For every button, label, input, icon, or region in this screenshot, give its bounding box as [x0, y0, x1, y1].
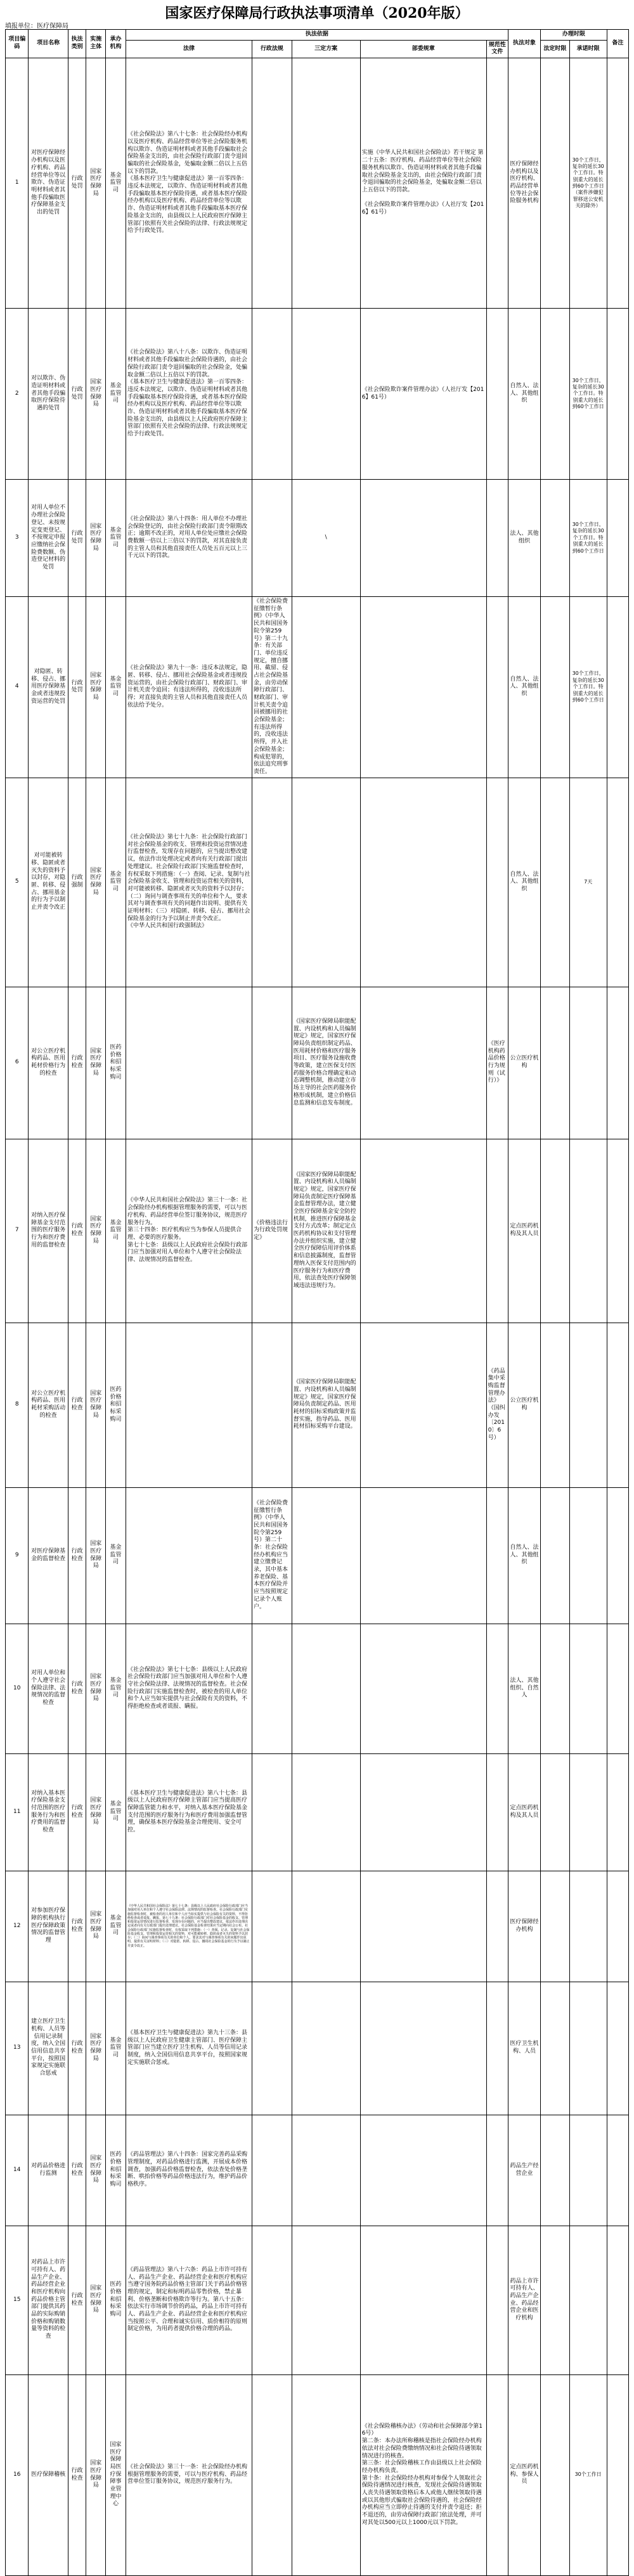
- cell-promise-limit: 30个工作日: [569, 2374, 607, 2575]
- cell-target: 自然人、法人、其他组织: [508, 309, 540, 480]
- cell-admin-reg: [252, 1871, 292, 1982]
- cell-name: 对药品上市许可持有人、药品生产企业、药品经营企业和医疗机构向药品价格主管部门提供其药品的实际购销价格和购销数量等资料的检查: [29, 2226, 68, 2374]
- cell-dept-rule: [360, 2115, 486, 2226]
- cell-norm-doc: [486, 2226, 508, 2374]
- header-norm-doc: 规范性文件: [486, 40, 508, 58]
- cell-no: 12: [6, 1871, 29, 1982]
- cell-name: 对公立医疗机构药品、医用耗材价格行为的检查: [29, 987, 68, 1139]
- cell-org: 国家医疗保障局医疗保障事业管理中心: [106, 2374, 126, 2575]
- cell-remark: [607, 2226, 628, 2374]
- cell-promise-limit: 30个工作日，复杂的延长30个工作日。特别重大的延长到60个工作日: [569, 309, 607, 480]
- cell-sanding: [292, 2374, 360, 2575]
- cell-sanding: [292, 2226, 360, 2374]
- cell-no: 2: [6, 309, 29, 480]
- cell-name: 对参加医疗保障的机构执行医疗保障政策情况的监督管理: [29, 1871, 68, 1982]
- cell-legal-limit: [541, 480, 570, 597]
- cell-promise-limit: 30个工作日，复杂的延长30个工作日。特别重大的延长到60个工作日: [569, 597, 607, 778]
- cell-no: 14: [6, 2115, 29, 2226]
- cell-admin-reg: [252, 309, 292, 480]
- cell-sanding: [292, 1871, 360, 1982]
- cell-law: [126, 1487, 252, 1624]
- cell-legal-limit: [541, 987, 570, 1139]
- cell-promise-limit: [569, 1139, 607, 1323]
- cell-sanding: [292, 1753, 360, 1871]
- cell-org: 基金监管司: [106, 480, 126, 597]
- cell-subject: 国家医疗保障局: [86, 1139, 106, 1323]
- cell-remark: [607, 1139, 628, 1323]
- cell-target: 自然人、法人、其他组织: [508, 597, 540, 778]
- cell-org: 基金监管司: [106, 1871, 126, 1982]
- cell-sanding: [292, 2115, 360, 2226]
- document-title: 国家医疗保障局行政执法事项清单（2020年版）: [165, 5, 469, 22]
- cell-norm-doc: [486, 480, 508, 597]
- cell-target: 自然人、法人、其他组织: [508, 778, 540, 987]
- cell-org: 医药价格和招标采购司: [106, 2226, 126, 2374]
- table-row: [6, 597, 629, 778]
- cell-dept-rule: [360, 480, 486, 597]
- cell-law: [126, 1323, 252, 1487]
- table-row: [6, 480, 629, 597]
- cell-subject: 国家医疗保障局: [86, 597, 106, 778]
- cell-no: 1: [6, 58, 29, 309]
- cell-admin-reg: [252, 1323, 292, 1487]
- table-row: [6, 1982, 629, 2115]
- cell-target: 法人、其他组织: [508, 480, 540, 597]
- table-row: [6, 1753, 629, 1871]
- cell-promise-limit: [569, 2226, 607, 2374]
- cell-sanding: [292, 1487, 360, 1624]
- cell-target: 药品上市许可持有人、药品生产企业、药品经营企业和医疗机构: [508, 2226, 540, 2374]
- cell-admin-reg: 《社会保险费征缴暂行条例》《中华人民共和国国务院令第259号》第二十九条：有关部门、单位违反规定，擅自挪用、截留、侵占社会保险基金，由劳动保障行政部门、财政部门、审计机关责令追回被挪用的社会保险基金；有违法所得的，没收违法所得，并入社会保险基金；构成犯罪的，依法追究刑事责任。: [252, 597, 292, 778]
- header-law: 法律: [126, 40, 252, 58]
- cell-name: 对可能被转移、隐匿或者灭失的资料予以封存，对隐匿、转移、侵占、挪用基金的行为予以制止并责令改正: [29, 778, 68, 987]
- cell-dept-rule: [360, 1139, 486, 1323]
- cell-target: 公立医疗机构: [508, 987, 540, 1139]
- header-dept-rule: 部委规章: [360, 40, 486, 58]
- cell-norm-doc: [486, 597, 508, 778]
- header-time-group: 办理时限: [541, 30, 607, 41]
- table-row: [6, 987, 629, 1139]
- cell-remark: [607, 1753, 628, 1871]
- header-no: 项目编码: [6, 30, 29, 58]
- cell-category: 行政强制: [68, 778, 86, 987]
- cell-target: 药品生产经营企业: [508, 2115, 540, 2226]
- cell-admin-reg: 《价格违法行为行政处罚规定》: [252, 1139, 292, 1323]
- cell-target: 医疗卫生机构、人员: [508, 1982, 540, 2115]
- cell-category: 行政检查: [68, 1982, 86, 2115]
- cell-law: 《社会保险法》第八十四条：用人单位不办理社会保险登记的，由社会保险行政部门责令限期改正；逾期不改正的，对用人单位处应缴社会保险费数额一倍以上三倍以下的罚款，对其直接负责的主管人员和其他直接责任人员处五百元以上三千元以下的罚款。: [126, 480, 252, 597]
- cell-org: 基金监管司: [106, 597, 126, 778]
- cell-org: 基金监管司: [106, 1982, 126, 2115]
- enforcement-table: [5, 29, 629, 2576]
- cell-legal-limit: [541, 2226, 570, 2374]
- cell-norm-doc: [486, 309, 508, 480]
- cell-admin-reg: [252, 1982, 292, 2115]
- cell-name: 医疗保障稽核: [29, 2374, 68, 2575]
- cell-no: 5: [6, 778, 29, 987]
- cell-promise-limit: [569, 1982, 607, 2115]
- cell-category: 行政检查: [68, 2226, 86, 2374]
- cell-org: 基金监管司: [106, 778, 126, 987]
- cell-legal-limit: [541, 1624, 570, 1753]
- cell-remark: [607, 597, 628, 778]
- cell-remark: [607, 987, 628, 1139]
- cell-norm-doc: [486, 1487, 508, 1624]
- cell-remark: [607, 1982, 628, 2115]
- cell-name: 对药品价格进行监测: [29, 2115, 68, 2226]
- cell-subject: 国家医疗保障局: [86, 2115, 106, 2226]
- cell-legal-limit: [541, 1323, 570, 1487]
- cell-subject: 国家医疗保障局: [86, 480, 106, 597]
- cell-no: 8: [6, 1323, 29, 1487]
- cell-sanding: [292, 1982, 360, 2115]
- cell-category: 行政检查: [68, 2115, 86, 2226]
- cell-no: 11: [6, 1753, 29, 1871]
- cell-law: 《药品管理法》第八十六条：药品上市许可持有人、药品生产企业、药品经营企业和医疗机构应当遵守国务院药品价格主管部门关于药品价格管理的规定，制定和标明药品零售价格，禁止暴利、价格垄断和价格欺诈等行为。第八十五条：依法实行市场调节价的药品，药品上市许可持有人、药品生产企业、药品经营企业和医疗机构应当按照公平、合理和诚实信用、质价相符的原则制定价格，为用药者提供价格合理的药品。: [126, 2226, 252, 2374]
- cell-category: 行政检查: [68, 1871, 86, 1982]
- cell-norm-doc: 《医疗机构药品价格行为规则（试行）》: [486, 987, 508, 1139]
- cell-law: 《药品管理法》第八十四条：国家完善药品采购管理制度，对药品价格进行监测，开展成本价格调查，加强药品价格监督检查，依法查处价格垄断、哄抬价格等药品价格违法行为，维护药品价格秩序。: [126, 2115, 252, 2226]
- cell-norm-doc: 《药品集中采购监督管理办法》（国纠办发〔2010〕6号）: [486, 1323, 508, 1487]
- cell-dept-rule: 《社会保险稽核办法》（劳动和社会保障部令第16号） 第二条：本办法所称稽核是指社会保险经办机构依法对社会保险费缴纳情况和社会保险待遇领取情况进行的核查。 第三条：社会保险稽核工作由县级以上社会保险经办机构负责。 第十条：社会保险经办机构对参保个人领取社会保险待遇情况进行核查，发现社会保险待遇领取人丧失待遇领取资格后本人或他人继续领取待遇或以其他形式骗取社会保险待遇的，社会保险经办机构应当立即停止待遇的支付并责令退还；拒不退还的，由劳动保障行政部门依法处理，并可对其处以500元以上1000元以下罚款。: [360, 2374, 486, 2575]
- cell-no: 3: [6, 480, 29, 597]
- cell-subject: 国家医疗保障局: [86, 1871, 106, 1982]
- cell-sanding: 《国家医疗保障局职能配置、内设机构和人员编制规定》规定，国家医疗保障局负责制定药品、医用耗材的招标采购政策并监督实施，指导药品、医用耗材招标采购平台建设。: [292, 1323, 360, 1487]
- cell-dept-rule: [360, 1871, 486, 1982]
- cell-legal-limit: [541, 1487, 570, 1624]
- cell-remark: [607, 58, 628, 309]
- cell-dept-rule: [360, 2226, 486, 2374]
- cell-promise-limit: 30个工作日，复杂的延长30个工作日。特别重大的延长到60个工作日（案件涉嫌犯罪移送公安机关的除外）: [569, 58, 607, 309]
- table-row: [6, 1487, 629, 1624]
- cell-name: 对隐匿、转移、侵占、挪用医疗保障基金或者违规投资运营的处罚: [29, 597, 68, 778]
- cell-admin-reg: [252, 2115, 292, 2226]
- cell-promise-limit: [569, 1624, 607, 1753]
- cell-subject: 国家医疗保障局: [86, 1487, 106, 1624]
- cell-admin-reg: [252, 1624, 292, 1753]
- cell-org: 医药价格和招标采购司: [106, 2115, 126, 2226]
- table-row: [6, 1871, 629, 1982]
- cell-sanding: 《国家医疗保障局职能配置、内设机构和人员编制规定》规定，国家医疗保障局负责制定医疗保障基金监督管理办法，建立健全医疗保障基金安全防控机制，推进医疗保障基金支付方式改革；制定定点医药机构协议和支付管理办法并组织实施，建立健全医疗保障信用评价体系和信息披露制度，监督管理纳入医保支付范围内的医疗服务行为和医疗费用，依法查处医疗保障领域违法违规行为。: [292, 1139, 360, 1323]
- cell-subject: 国家医疗保障局: [86, 2226, 106, 2374]
- cell-dept-rule: 《社会保险欺诈案件管理办法》（人社厅发【2016】61号）: [360, 309, 486, 480]
- cell-target: 自然人、法人、其他组织: [508, 1487, 540, 1624]
- cell-subject: 国家医疗保障局: [86, 1624, 106, 1753]
- cell-target: 公立医疗机构: [508, 1323, 540, 1487]
- cell-target: 定点医药机构及其人员: [508, 1139, 540, 1323]
- cell-sanding: [292, 1624, 360, 1753]
- cell-remark: [607, 480, 628, 597]
- cell-org: 基金监管司: [106, 1753, 126, 1871]
- cell-target: 医疗保障经办机构以及医疗机构、药品经营单位等社会保险服务机构: [508, 58, 540, 309]
- cell-category: 行政检查: [68, 1139, 86, 1323]
- cell-name: 对用人单位不办理社会保险登记、未按规定变更登记、不按规定申报应缴纳社会保险费数额、伪造登记材料的处罚: [29, 480, 68, 597]
- cell-target: 法人、其他组织、自然人: [508, 1624, 540, 1753]
- cell-norm-doc: [486, 58, 508, 309]
- cell-subject: 国家医疗保障局: [86, 1753, 106, 1871]
- cell-no: 16: [6, 2374, 29, 2575]
- cell-legal-limit: [541, 1982, 570, 2115]
- cell-admin-reg: [252, 2374, 292, 2575]
- cell-subject: 国家医疗保障局: [86, 1982, 106, 2115]
- cell-category: 行政检查: [68, 1753, 86, 1871]
- cell-remark: [607, 2374, 628, 2575]
- cell-category: 行政检查: [68, 1624, 86, 1753]
- cell-legal-limit: [541, 1139, 570, 1323]
- table-row: [6, 1139, 629, 1323]
- cell-law: 《社会保险法》第八十七条：社会保险经办机构以及医疗机构、药品经营单位等社会保险服务机构以欺诈、伪造证明材料或者其他手段骗取社会保险基金支出的，由社会保险行政部门责令退回骗取的社会保险基金，处骗取金额二倍以上五倍以下的罚款。 《基本医疗卫生与健康促进法》第一百零四条：违反本法规定，以欺诈、伪造证明材料或者其他手段骗取基本医疗保险待遇，或者基本医疗保险经办机构以及医疗机构、药品经营单位等以欺诈、伪造证明材料或者其他手段骗取基本医疗保险基金支出的，由县级以上人民政府医疗保障主管部门依照有关社会保险的法律、行政法规规定给予行政处罚。: [126, 58, 252, 309]
- table-row: [6, 309, 629, 480]
- cell-name: 对纳入医疗保障基金支付范围的医疗服务行为和医疗费用的监督检查: [29, 1139, 68, 1323]
- cell-norm-doc: [486, 1139, 508, 1323]
- cell-name: 对医疗保障经办机构以及医疗机构、药品经营单位等以欺诈、伪造证明材料或者其他手段骗取医疗保障基金支出的处罚: [29, 58, 68, 309]
- cell-norm-doc: [486, 2374, 508, 2575]
- cell-org: 基金监管司: [106, 309, 126, 480]
- cell-category: 行政处罚: [68, 58, 86, 309]
- cell-dept-rule: [360, 778, 486, 987]
- header-basis-group: 执法依据: [126, 30, 508, 41]
- cell-legal-limit: [541, 597, 570, 778]
- cell-target: 定点医药机构及其人员: [508, 1753, 540, 1871]
- cell-law: 《中华人民共和国社会保险法》第七十七条：县级以上人民政府社会保险行政部门应当加强对用人单位和个人遵守社会保险法律、法规情况的监督检查。社会保险行政部门实施监督检查时，被检查的用人单位和个人应当如实提供与社会保险有关的资料，不得拒绝检查或者谎报、瞒报。第七十九条：社会保险行政部门对社会保险基金的收支、管理和投资运营情况进行监督检查，发现存在问题的，应当提出整改建议，依法作出处理决定或者向有关行政部门提出处理建议。社会保险基金检查结果应当定期向社会公布。社会保险行政部门实施监督检查时，有权采取下列措施：（一）查阅、记录、复制与社会保险基金收支、管理和投资运营相关的资料，对可能被转移、隐匿或者灭失的资料予以封存；（二）询问与调查事项有关的单位和个人，要求其对与调查事项有关的问题作出说明、提供有关证明材料；（三）对隐匿、转移、侵占、挪用社会保险基金的行为予以制止并责令改正。: [126, 1871, 252, 1982]
- cell-dept-rule: [360, 1323, 486, 1487]
- cell-target: 定点医药机构、参保人员: [508, 2374, 540, 2575]
- cell-legal-limit: [541, 58, 570, 309]
- cell-remark: [607, 1624, 628, 1753]
- header-legal-limit: 法定时限: [541, 40, 570, 58]
- table-row: [6, 1624, 629, 1753]
- cell-legal-limit: [541, 778, 570, 987]
- cell-admin-reg: [252, 778, 292, 987]
- cell-subject: 国家医疗保障局: [86, 2374, 106, 2575]
- cell-law: 《中华人民共和国社会保险法》第三十一条：社会保险经办机构根据管理服务的需要，可以与医疗机构、药品经营单位签订服务协议，规范医疗服务行为。 第三十四条：医疗机构应当为参保人员提供合理、必要的医疗服务。 第七十七条：县级以上人民政府社会保险行政部门应当加强对用人单位和个人遵守社会保险法律、法规情况的监督检查。: [126, 1139, 252, 1323]
- header-subject: 实施主体: [86, 30, 106, 58]
- cell-name: 建立医疗卫生机构、人员等信用记录制度，纳入全国信用信息共享平台，按照国家规定实施联合惩戒: [29, 1982, 68, 2115]
- cell-legal-limit: [541, 309, 570, 480]
- cell-sanding: [292, 58, 360, 309]
- cell-name: 对以欺诈、伪造证明材料或者其他手段骗取医疗保险待遇的处罚: [29, 309, 68, 480]
- cell-no: 15: [6, 2226, 29, 2374]
- cell-norm-doc: [486, 1871, 508, 1982]
- cell-admin-reg: 《社会保险费征缴暂行条例》（中华人民共和国国务院令第259号）第二十条：社会保险经办机构应当建立缴费记录，其中基本养老保险、基本医疗保险并应当按照规定记录个人账户。: [252, 1487, 292, 1624]
- cell-no: 7: [6, 1139, 29, 1323]
- header-remark: 备注: [607, 30, 628, 58]
- cell-admin-reg: [252, 2226, 292, 2374]
- header-target: 执法对象: [508, 30, 540, 58]
- cell-promise-limit: [569, 1323, 607, 1487]
- cell-category: 行政检查: [68, 1323, 86, 1487]
- cell-dept-rule: [360, 1982, 486, 2115]
- cell-no: 10: [6, 1624, 29, 1753]
- cell-norm-doc: [486, 2115, 508, 2226]
- cell-sanding: [292, 778, 360, 987]
- cell-legal-limit: [541, 2115, 570, 2226]
- cell-norm-doc: [486, 1624, 508, 1753]
- cell-name: 对公立医疗机构药品、医用耗材采购活动的检查: [29, 1323, 68, 1487]
- cell-promise-limit: [569, 1487, 607, 1624]
- cell-norm-doc: [486, 1982, 508, 2115]
- cell-remark: [607, 1323, 628, 1487]
- cell-target: 医疗保障经办机构: [508, 1871, 540, 1982]
- cell-subject: 国家医疗保障局: [86, 778, 106, 987]
- cell-legal-limit: [541, 2374, 570, 2575]
- header-category: 执法类别: [68, 30, 86, 58]
- cell-category: 行政检查: [68, 987, 86, 1139]
- cell-norm-doc: [486, 778, 508, 987]
- cell-law: 《基本医疗卫生与健康促进法》第九十三条：县级以上人民政府卫生健康主管部门、医疗保障主管部门应当建立医疗卫生机构、人员等信用记录制度，纳入全国信用信息共享平台，按照国家规定实施联合惩戒。: [126, 1982, 252, 2115]
- cell-category: 行政处罚: [68, 309, 86, 480]
- cell-org: 基金监管司: [106, 58, 126, 309]
- cell-org: 基金监管司: [106, 1624, 126, 1753]
- cell-name: 对医疗保障基金的监督检查: [29, 1487, 68, 1624]
- cell-admin-reg: [252, 480, 292, 597]
- cell-category: 行政检查: [68, 2374, 86, 2575]
- table-row: [6, 778, 629, 987]
- table-row: [6, 2115, 629, 2226]
- cell-category: 行政检查: [68, 1487, 86, 1624]
- cell-dept-rule: [360, 1753, 486, 1871]
- cell-remark: [607, 778, 628, 987]
- cell-legal-limit: [541, 1871, 570, 1982]
- cell-law: 《基本医疗卫生与健康促进法》第八十七条：县级以上人民政府医疗保障主管部门应当提高医疗保障监管能力和水平，对纳入基本医疗保险基金支付范围的医疗服务行为和医疗费用加强监督管理，确保基本医疗保险基金合理使用、安全可控。: [126, 1753, 252, 1871]
- cell-remark: [607, 2115, 628, 2226]
- header-org: 承办机构: [106, 30, 126, 58]
- cell-law: 《社会保险法》第三十一条：社会保险经办机构根据管理服务的需要，可以与医疗机构、药品经营单位签订服务协议，规范医疗服务行为。: [126, 2374, 252, 2575]
- cell-sanding: [292, 597, 360, 778]
- table-row: [6, 58, 629, 309]
- cell-admin-reg: [252, 1753, 292, 1871]
- cell-dept-rule: [360, 597, 486, 778]
- cell-law: [126, 987, 252, 1139]
- cell-sanding: [292, 309, 360, 480]
- cell-sanding: \: [292, 480, 360, 597]
- cell-promise-limit: [569, 1753, 607, 1871]
- cell-org: 医药价格和招标采购司: [106, 987, 126, 1139]
- cell-subject: 国家医疗保障局: [86, 1323, 106, 1487]
- cell-org: 基金监管司: [106, 1139, 126, 1323]
- cell-name: 对用人单位和个人遵守社会保险法律、法规情况的监督检查: [29, 1624, 68, 1753]
- cell-promise-limit: 30个工作日，复杂的延长30个工作日。特别重大的延长到60个工作日: [569, 480, 607, 597]
- cell-no: 6: [6, 987, 29, 1139]
- cell-admin-reg: [252, 987, 292, 1139]
- header-promise-limit: 承诺时限: [569, 40, 607, 58]
- cell-subject: 国家医疗保障局: [86, 987, 106, 1139]
- cell-law: 《社会保险法》第七十七条：县级以上人民政府社会保险行政部门应当加强对用人单位和个人遵守社会保险法律、法规情况的监督检查。社会保险行政部门实施监督检查时，被检查的用人单位和个人应当如实提供与社会保险有关的资料，不得拒绝检查或者谎报、瞒报。: [126, 1624, 252, 1753]
- cell-subject: 国家医疗保障局: [86, 309, 106, 480]
- cell-law: 《社会保险法》第七十九条：社会保险行政部门对社会保险基金的收支、管理和投资运营情况进行监督检查，发现存在问题的，应当提出整改建议，依法作出处理决定或者向有关行政部门提出处理建议。社会保险行政部门实施监督检查时，有权采取下列措施：（一）查阅、记录、复制与社会保险基金收支、管理和投资运营相关的资料，对可能被转移、隐匿或者灭失的资料予以封存；（二）询问与调查事项有关的单位和个人，要求其对与调查事项有关的问题作出说明、提供有关证明材料；（三）对隐匿、转移、侵占、挪用社会保险基金的行为予以制止并责令改正。 《中华人民共和国行政强制法》: [126, 778, 252, 987]
- filler-unit: 填报单位：医疗保障局: [5, 23, 68, 30]
- cell-norm-doc: [486, 1753, 508, 1871]
- cell-dept-rule: [360, 1624, 486, 1753]
- cell-no: 13: [6, 1982, 29, 2115]
- cell-promise-limit: [569, 2115, 607, 2226]
- cell-category: 行政处罚: [68, 480, 86, 597]
- cell-no: 4: [6, 597, 29, 778]
- header-name: 项目名称: [29, 30, 68, 58]
- table-row: [6, 2226, 629, 2374]
- cell-dept-rule: [360, 987, 486, 1139]
- cell-sanding: 《国家医疗保障局职能配置、内设机构和人员编制规定》规定，国家医疗保障局负责组织制定药品、医用耗材价格和医疗服务项目、医疗服务设施收费等政策，建立医保支付医药服务价格合理确定和动态调整机制，推动建立市场主导的社会医药服务价格形成机制，建立价格信息监测和信息发布制度。: [292, 987, 360, 1139]
- header-admin-reg: 行政法规: [252, 40, 292, 58]
- cell-promise-limit: 7天: [569, 778, 607, 987]
- cell-promise-limit: [569, 1871, 607, 1982]
- cell-category: 行政处罚: [68, 597, 86, 778]
- table-row: [6, 2374, 629, 2575]
- cell-legal-limit: [541, 1753, 570, 1871]
- cell-remark: [607, 1871, 628, 1982]
- cell-org: 基金监管司: [106, 1487, 126, 1624]
- cell-promise-limit: [569, 987, 607, 1139]
- cell-dept-rule: [360, 1487, 486, 1624]
- cell-org: 医药价格和招标采购司: [106, 1323, 126, 1487]
- cell-remark: [607, 309, 628, 480]
- cell-dept-rule: 实施《中华人民共和国社会保险法》若干规定 第二十五条：医疗机构、药品经营单位等社会保险服务机构以欺诈、伪造证明材料或者其他手段骗取社会保险基金支出的，由社会保险行政部门责令退回骗取的社会保险基金，处骗取金额二倍以上五倍以下的罚款。 《社会保险欺诈案件管理办法》（人社厅发【2016】61号）: [360, 58, 486, 309]
- table-row: [6, 1323, 629, 1487]
- cell-law: 《社会保险法》第八十八条：以欺诈、伪造证明材料或者其他手段骗取社会保险待遇的，由社会保险行政部门责令退回骗取的社会保险金，处骗取金额二倍以上五倍以下的罚款。 《基本医疗卫生与健康促进法》第一百零四条：违反本法规定，以欺诈、伪造证明材料或者其他手段骗取基本医疗保险待遇，或者基本医疗保险经办机构以及医疗机构、药品经营单位等以欺诈、伪造证明材料或者其他手段骗取基本医疗保险基金支出的，由县级以上人民政府医疗保障主管部门依照有关社会保险的法律、行政法规规定给予行政处罚。: [126, 309, 252, 480]
- cell-law: 《社会保险法》第九十一条：违反本法规定，隐匿、转移、侵占、挪用社会保险基金或者违规投资运营的，由社会保险行政部门、财政部门、审计机关责令追回；有违法所得的，没收违法所得；对直接负责的主管人员和其他直接责任人员依法给予处分。: [126, 597, 252, 778]
- cell-subject: 国家医疗保障局: [86, 58, 106, 309]
- cell-remark: [607, 1487, 628, 1624]
- header-sanding: 三定方案: [292, 40, 360, 58]
- cell-name: 对纳入基本医疗保险基金支付范围的医疗服务行为和医疗费用的监督检查: [29, 1753, 68, 1871]
- cell-no: 9: [6, 1487, 29, 1624]
- cell-admin-reg: [252, 58, 292, 309]
